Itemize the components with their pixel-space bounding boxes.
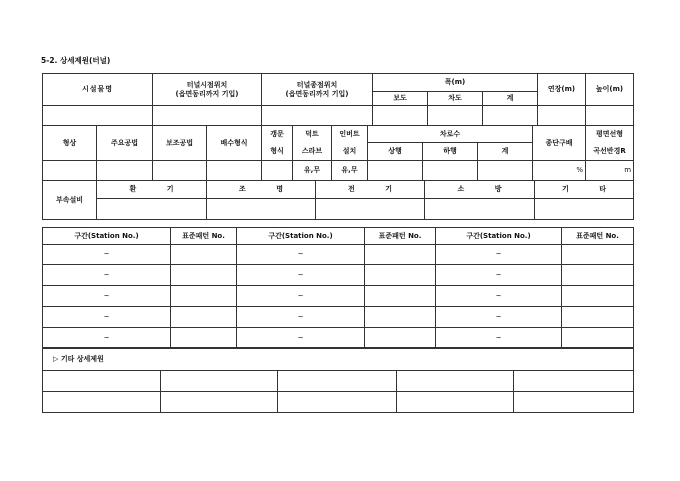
fire-cell [425,199,535,220]
shape-header: 형상 [43,126,97,161]
pattern-cell [365,265,436,286]
basic-info-table [42,73,634,126]
pattern-cell [365,286,436,307]
section-range: ~ [237,328,365,349]
width-total-cell [483,106,538,126]
other-details-table [42,347,634,413]
other-cell [278,371,397,392]
ventilation-header: 환 기 [97,181,207,199]
ventilation-cell [97,199,207,220]
pattern-cell [562,286,634,307]
facility-name-header: 시설물명 [43,74,153,106]
portal-type-cell [262,161,293,181]
main-method-header: 주요공법 [97,126,153,161]
other-cell [278,392,397,413]
section-range: ~ [237,265,365,286]
drainage-header: 배수형식 [207,126,262,161]
section-range: ~ [436,328,562,349]
pattern-cell [171,265,237,286]
end-location-header: 터널종점위치 (읍면동리까지 기입) [262,74,373,106]
section-range: ~ [436,265,562,286]
lanes-header: 차로수 [368,126,533,143]
section-range: ~ [43,245,171,265]
section-header: 구간(Station No.) [43,228,171,245]
sections-table [42,227,634,349]
width-header: 폭(m) [373,74,538,92]
portal-type-header: 갱문 형식 [262,126,293,161]
height-cell [586,106,634,126]
lanes-down-header: 하행 [423,142,478,160]
lanes-down-cell [423,161,478,181]
other-cell [397,392,514,413]
pattern-cell [171,328,237,349]
basic-info-value-row [43,106,634,126]
other-facility-header: 기 타 [535,181,634,199]
pattern-cell [562,307,634,328]
table-row [43,286,634,307]
section-range: ~ [436,307,562,328]
roadway-header: 차도 [428,92,483,106]
section-header: 구간(Station No.) [237,228,365,245]
fire-header: 소 방 [425,181,535,199]
table-row [43,371,634,392]
other-cell [43,371,161,392]
duct-slab-header: 덕트 스라브 [293,126,332,161]
aux-method-cell [153,161,207,181]
invert-value: 유,무 [332,161,368,181]
section-range: ~ [237,286,365,307]
lighting-cell [207,199,316,220]
structure-table [42,125,634,181]
pattern-cell [365,245,436,265]
pattern-cell [171,307,237,328]
facility-name-cell [43,106,153,126]
sidewalk-header: 보도 [373,92,428,106]
pattern-cell [171,286,237,307]
invert-header: 인버트 설치 [332,126,368,161]
drainage-cell [207,161,262,181]
electric-cell [316,199,425,220]
facilities-table [42,180,634,220]
page-title: 5-2. 상세제원(터널) [41,56,111,65]
pattern-cell [562,328,634,349]
table-row [43,265,634,286]
section-range: ~ [43,265,171,286]
facilities-label: 부속설비 [43,181,97,220]
other-cell [397,371,514,392]
pattern-cell [365,307,436,328]
other-cell [161,371,278,392]
section-range: ~ [43,286,171,307]
other-cell [514,392,634,413]
pattern-cell [562,265,634,286]
section-range: ~ [43,307,171,328]
length-cell [538,106,586,126]
end-location-cell [262,106,373,126]
duct-slab-value: 유,무 [293,161,332,181]
section-range: ~ [436,245,562,265]
section-header: 구간(Station No.) [436,228,562,245]
start-location-header: 터널시점위치 (읍면동리까지 기입) [153,74,262,106]
grade-unit: % [533,161,586,181]
section-range: ~ [436,286,562,307]
width-total-header: 계 [483,92,538,106]
other-cell [161,392,278,413]
sidewalk-cell [373,106,428,126]
structure-value-row [43,161,634,181]
other-facility-cell [535,199,634,220]
section-range: ~ [43,328,171,349]
lanes-up-header: 상행 [368,142,423,160]
other-cell [43,392,161,413]
pattern-header: 표준패턴 No. [365,228,436,245]
roadway-cell [428,106,483,126]
pattern-header: 표준패턴 No. [171,228,237,245]
table-row [43,392,634,413]
start-location-cell [153,106,262,126]
section-range: ~ [237,307,365,328]
pattern-header: 표준패턴 No. [562,228,634,245]
plan-alignment-header: 평면선형 곡선반경R [586,126,634,161]
lighting-header: 조 명 [207,181,316,199]
pattern-cell [365,328,436,349]
pattern-cell [171,245,237,265]
radius-unit: m [586,161,634,181]
table-row [43,307,634,328]
lanes-total-header: 계 [478,142,533,160]
other-details-label: ▷ 기타 상세제원 [43,348,634,371]
table-row [43,328,634,349]
lanes-up-cell [368,161,423,181]
shape-cell [43,161,97,181]
other-cell [514,371,634,392]
grade-header: 종단구배 [533,126,586,161]
facilities-value-row [43,199,634,220]
length-header: 연장(m) [538,74,586,106]
table-row [43,245,634,265]
pattern-cell [562,245,634,265]
aux-method-header: 보조공법 [153,126,207,161]
height-header: 높이(m) [586,74,634,106]
lanes-total-cell [478,161,533,181]
section-range: ~ [237,245,365,265]
main-method-cell [97,161,153,181]
electric-header: 전 기 [316,181,425,199]
